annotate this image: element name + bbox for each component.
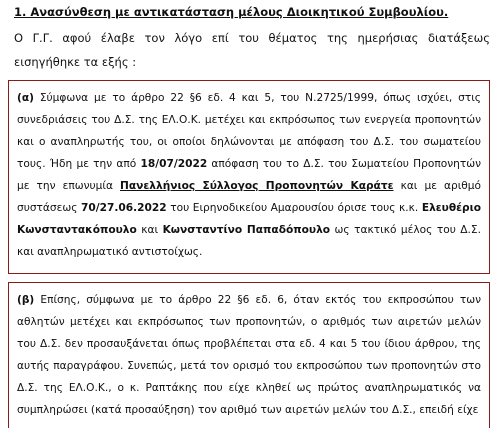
section-heading: 1. Ανασύνθεση με αντικατάσταση μέλους Διοικητικού Συμβουλίου.: [14, 5, 449, 19]
alternate-member-name: Κωνσταντίνο Παπαδόπουλο: [162, 224, 331, 236]
section-a-box: [8, 80, 490, 274]
section-b-paragraph: [17, 289, 481, 421]
decision-date: 18/07/2022: [140, 158, 208, 170]
section-a-text-5: και: [136, 224, 163, 236]
section-a-text-3: και με αριθμό συστάσεως: [17, 180, 481, 214]
section-b-box: [8, 282, 490, 428]
section-a-label: (α): [17, 92, 34, 104]
section-b-label: (β): [17, 294, 35, 306]
section-a-text-1: Σύμφωνα με το άρθρο 22 §6 εδ. 4 και 5, του Ν.2725/1999, όπως ισχύει, στις συνεδριάσεις του Δ.Σ. της ΕΛ.Ο.Κ. μετέχει και εκπρόσωπος των ενεργεία προπονητών και ο αναπληρωτής του, οι οποίοι δηλώνονται με απόφαση του Δ.Σ. του σωματείου τους. Ήδη με την από: [17, 92, 481, 170]
member-name: Ελευθέριο Κωνσταντακόπουλο: [17, 202, 481, 236]
club-name: Πανελλήνιος Σύλλογος Προπονητών Καράτε: [120, 180, 394, 192]
section-a-text-2: απόφαση του το Δ.Σ. του Σωματείου Προπονητών με την επωνυμία: [17, 158, 482, 192]
registration-number: 70/27.06.2022: [81, 202, 167, 214]
section-a-text-6: ως τακτικό μέλος του Δ.Σ. και αναπληρωματικό αντιστοίχως.: [17, 224, 481, 258]
intro-paragraph: Ο Γ.Γ. αφού έλαβε τον λόγο επί του θέματος της ημερήσιας διατάξεως εισηγήθηκε τα εξής :: [14, 31, 490, 69]
section-a-paragraph: [17, 87, 481, 263]
section-b-text: Επίσης, σύμφωνα με το άρθρο 22 §6 εδ. 6, όταν εκτός του εκπροσώπου των αθλητών μετέχει και εκπρόσωπος των προπονητών, ο αριθμός των αιρετών μελών του Δ.Σ. δεν προσαυξάνεται όπως προβλέπεται στα εδ. 4 και 5 του ίδιου άρθρου, της αυτής παραγράφου. Συνεπώς, μετά τον ορισμό του εκπροσώπου των προπονητών στο Δ.Σ. της ΕΛ.Ο.Κ., ο κ. Ραπτάκης που είχε κληθεί ως πρώτος αναπληρωματικός να συμπληρώσει (κατά προσαύξηση) τον αριθμό των αιρετών μελών του Δ.Σ., επειδή είχε: [17, 294, 481, 416]
section-a-text-4: του Ειρηνοδικείου Αμαρουσίου όρισε τους κ.κ.: [166, 202, 422, 214]
